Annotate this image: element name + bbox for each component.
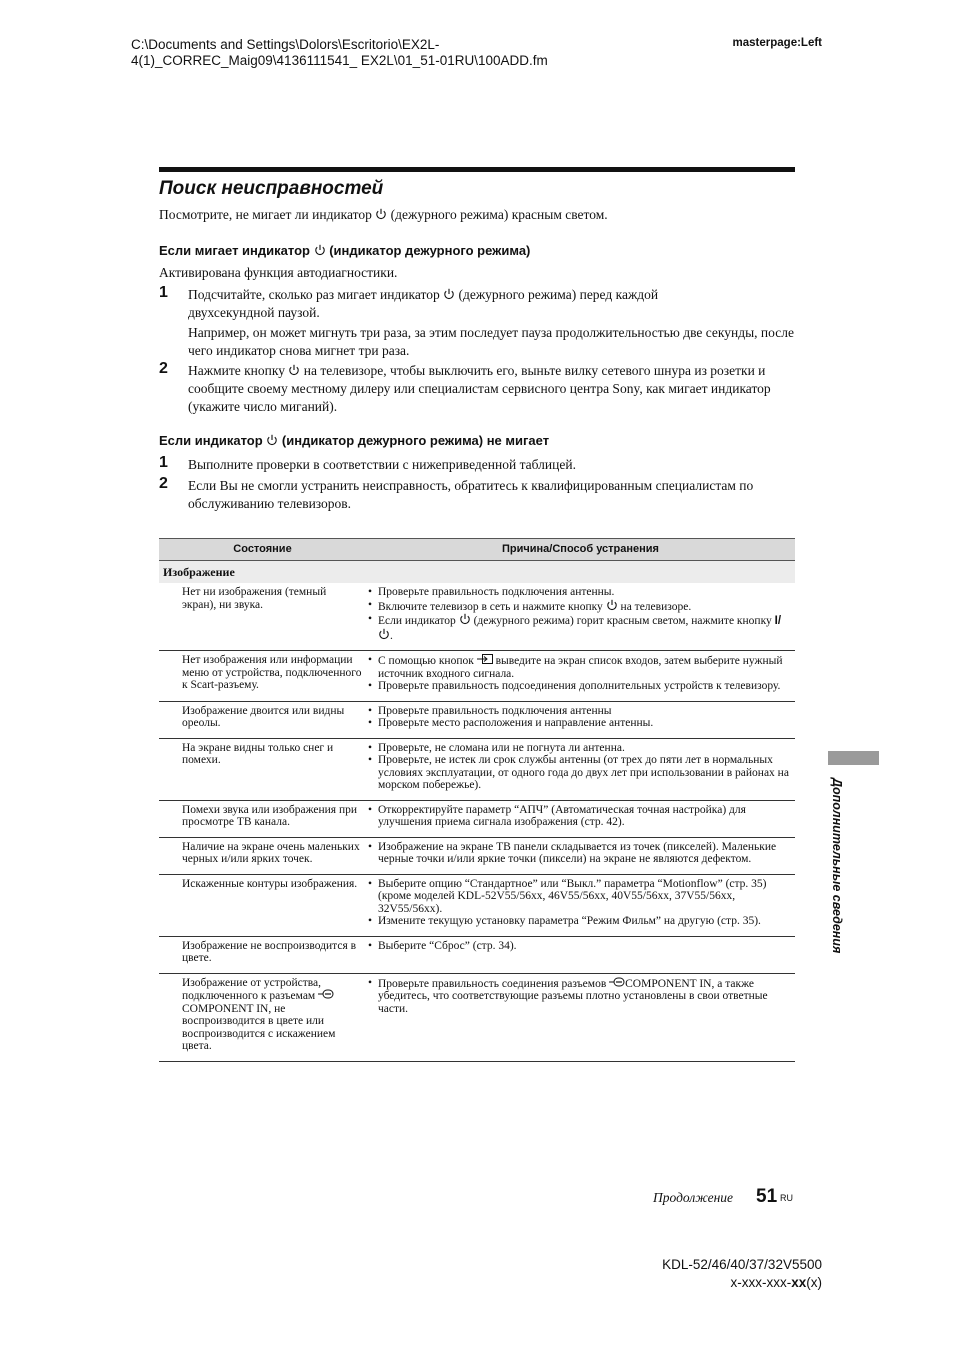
table-row <box>159 837 795 874</box>
power-icon <box>266 434 278 446</box>
state-cell: Нет изображения или информации меню от устройства, подключенного к Scart-разъему. <box>159 651 366 702</box>
col-state-header: Состояние <box>159 539 366 561</box>
cause-cell <box>366 973 795 1061</box>
power-icon <box>378 628 390 640</box>
step2-before: Нажмите кнопку <box>188 363 285 378</box>
intro-before: Посмотрите, не мигает ли индикатор <box>159 207 372 222</box>
section-picture: Изображение <box>159 561 795 584</box>
item-text: (дежурного режима) горит красным светом, нажмите кнопку <box>473 615 772 627</box>
table-row <box>159 936 795 973</box>
step1-before: Подсчитайте, сколько раз мигает индикатор <box>188 287 440 302</box>
step-number: 2 <box>159 360 168 377</box>
autodiag-text: Активирована функция автодиагностики. <box>159 265 398 280</box>
masterpage-label: masterpage:Left <box>732 37 822 49</box>
sidebar-label: Дополнительные сведения <box>830 778 844 954</box>
list-item <box>378 654 789 680</box>
table-row <box>159 800 795 837</box>
heading-blinking-after: (индикатор дежурного режима) <box>329 243 531 258</box>
list-item: • Проверьте правильность подключения антенны. <box>378 586 789 599</box>
step1-text <box>188 286 796 322</box>
cause-cell <box>366 583 795 651</box>
cause-cell <box>366 936 795 973</box>
input-icon <box>477 654 493 664</box>
step2-text <box>188 362 796 416</box>
step2-after: на телевизоре, чтобы выключить его, выньте вилку сетевого шнура из розетки и сообщите своему местному дилеру или специалистам сервисного центра Sony, как мигает индикатор (укажите число миганий). <box>188 363 771 414</box>
step-number: 1 <box>159 284 168 301</box>
table-row <box>159 738 795 800</box>
list-item: • Изображение на экране ТВ панели складывается из точек (пикселей). Маленькие черные точки и/или яркие точки (пиксели) на экране не являются дефектом. <box>378 841 789 866</box>
list-item: • Измените текущую установку параметра “Режим Фильм” на другую (стр. 35). <box>378 915 789 928</box>
list-item: • Проверьте, не сломана или не погнута ли антенна. <box>378 742 789 755</box>
contact-service-text: Если Вы не смогли устранить неисправность, обратитесь к квалифицированным специалистам по обслуживанию телевизоров. <box>188 478 754 511</box>
page-number: 51 <box>756 1186 778 1207</box>
list-item <box>378 599 789 614</box>
list-item: • Выберите опцию “Стандартное” или “Выкл.” параметра “Motionflow” (стр. 35) (кроме моделей KDL-52V55/56xx, 46V55/56xx, 40V55/56xx, 37V55/56xx, 32V55/56xx). <box>378 878 789 916</box>
state-cell: Изображение двоится или видны ореолы. <box>159 701 366 738</box>
power-icon <box>459 613 471 625</box>
item-text: Проверьте правильность соединения разъемов <box>378 977 607 990</box>
item-text: COMPONENT IN, а также убедитесь, что соответствующие разъемы плотно установлены в свои ответные части. <box>378 977 768 1015</box>
step1-after: (дежурного режима) перед каждой <box>458 287 659 302</box>
power-icon <box>443 288 455 300</box>
cause-cell <box>366 651 795 702</box>
heading-blinking <box>159 243 530 258</box>
list-item <box>378 977 789 1016</box>
continued-label: Продолжение <box>653 1190 734 1205</box>
table-row <box>159 651 795 702</box>
intro-text <box>159 207 608 223</box>
cause-cell <box>366 837 795 874</box>
part-code-bold: xx <box>791 1275 807 1290</box>
table-row <box>159 874 795 936</box>
component-jack-icon <box>318 989 334 999</box>
state-cell: Помехи звука или изображения при просмотре ТВ канала. <box>159 800 366 837</box>
page-title: Поиск неисправностей <box>159 178 384 199</box>
power-icon <box>288 364 300 376</box>
state-cell: На экране видны только снег и помехи. <box>159 738 366 800</box>
power-icon <box>314 244 326 256</box>
state-cell: Искаженные контуры изображения. <box>159 874 366 936</box>
component-jack-icon <box>609 977 625 987</box>
list-item: • Откорректируйте параметр “АПЧ” (Автоматическая точная настройка) для улучшения приема сигнала изображения (стр. 42). <box>378 804 789 829</box>
troubleshooting-table <box>159 538 795 1062</box>
step-number: 1 <box>159 454 168 471</box>
language-code: RU <box>780 1193 793 1203</box>
cause-cell <box>366 800 795 837</box>
state-cell: Нет ни изображения (темный экран), ни звука. <box>182 586 327 611</box>
list-item: • Проверьте, не истек ли срок службы антенны (от трех до пяти лет в нормальных условиях эксплуатации, от одного года до двух лет при использовании в районах на морском побережье). <box>378 754 789 792</box>
step1-example: Например, он может мигнуть три раза, за этим последует пауза продолжительностью две секунды, после чего индикатор снова мигнет три раза. <box>188 325 794 358</box>
heading-blinking-before: Если мигает индикатор <box>159 243 310 258</box>
state-cell <box>159 973 366 1061</box>
file-path-line2: 4(1)_CORREC_Maig09\4136111541_ EX2L\01_51-01RU\100ADD.fm <box>131 53 548 68</box>
check-table-text: Выполните проверки в соответствии с нижеприведенной таблицей. <box>188 457 576 472</box>
step-number: 2 <box>159 475 168 492</box>
table-row <box>159 973 795 1061</box>
table-row <box>159 701 795 738</box>
list-item: • Проверьте правильность подключения антенны <box>378 705 789 718</box>
item-text: COMPONENT IN, не воспроизводится в цвете или воспроизводится с искажением цвета. <box>182 1002 336 1052</box>
state-cell: Наличие на экране очень маленьких черных и/или ярких точек. <box>159 837 366 874</box>
item-text: Если индикатор <box>378 615 456 627</box>
power-icon <box>375 208 387 220</box>
cause-cell <box>366 738 795 800</box>
power-icon <box>606 599 618 611</box>
list-item: • Проверьте правильность подсоединения дополнительных устройств к телевизору. <box>378 680 789 693</box>
part-code-prefix: x-xxx-xxx- <box>730 1275 792 1290</box>
intro-after: (дежурного режима) красным светом. <box>390 207 608 222</box>
item-text: выведите на экран список входов, затем выберите нужный источник входного сигнала. <box>378 655 783 680</box>
item-text: С помощью кнопок <box>378 655 474 667</box>
cause-cell <box>366 701 795 738</box>
list-item <box>378 613 789 642</box>
state-cell: Изображение не воспроизводится в цвете. <box>159 936 366 973</box>
part-code-suffix: (x) <box>806 1275 822 1290</box>
file-path-line1: C:\Documents and Settings\Dolors\Escritorio\EX2L- <box>131 37 440 52</box>
heading-not-blinking-after: (индикатор дежурного режима) не мигает <box>281 433 550 448</box>
part-code <box>662 1274 822 1292</box>
item-text: Изображение от устройства, подключенного к разъемам <box>182 976 321 1002</box>
step1-line2: двухсекундной паузой. <box>188 305 320 320</box>
section-rule <box>159 167 795 172</box>
item-text: . <box>390 629 393 642</box>
model-number: KDL-52/46/40/37/32V5500 <box>662 1257 822 1272</box>
power-button-label: I/ <box>774 615 782 627</box>
model-info <box>662 1256 822 1292</box>
col-cause-header: Причина/Способ устранения <box>366 539 795 561</box>
list-item: • Выберите “Сброс” (стр. 34). <box>378 940 789 953</box>
item-text: на телевизоре. <box>620 600 692 613</box>
sidebar-tab <box>828 751 879 765</box>
heading-not-blinking-before: Если индикатор <box>159 433 263 448</box>
cause-cell <box>366 874 795 936</box>
heading-not-blinking <box>159 433 549 448</box>
file-path <box>131 37 651 69</box>
list-item: • Проверьте место расположения и направление антенны. <box>378 717 789 730</box>
table-row <box>159 583 795 651</box>
item-text: Включите телевизор в сеть и нажмите кнопку <box>378 600 603 613</box>
